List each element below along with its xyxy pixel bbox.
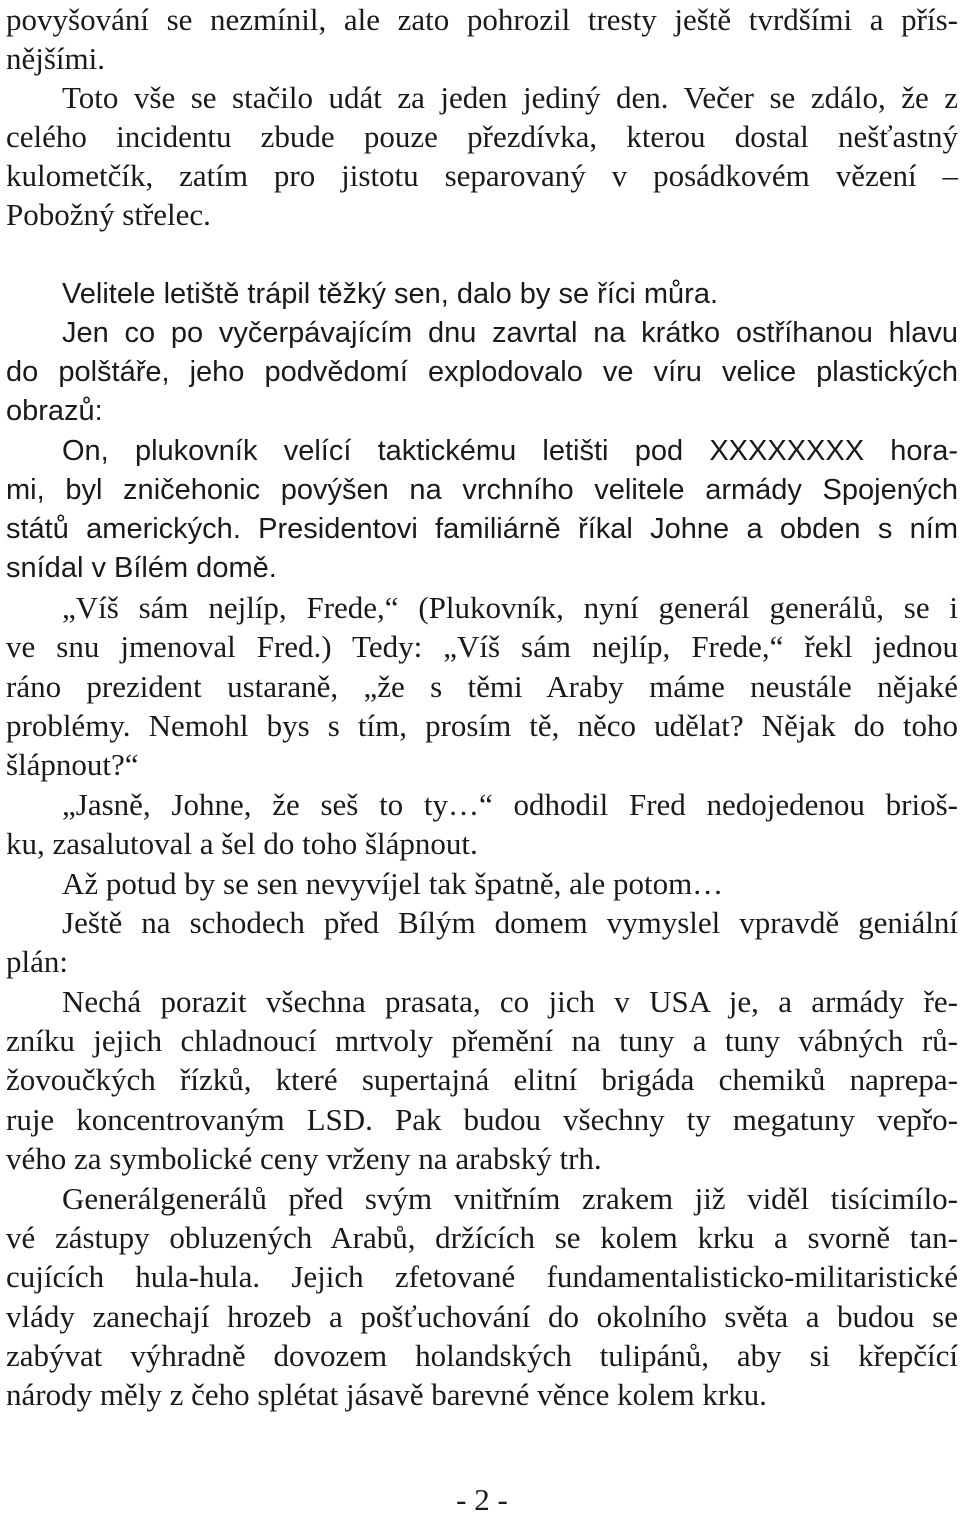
text-line: ruje koncentrovaným LSD. Pak budou všechny ty megatuny vepřo- [6, 1102, 958, 1137]
text-line: obrazů: [6, 395, 103, 427]
text-line: Pobožný střelec. [6, 197, 211, 232]
text-line: celého incidentu zbude pouze přezdívka, kterou dostal nešťastný [6, 119, 958, 154]
text-line: Až potud by se sen nevyvíjel tak špatně, ale potom… [62, 866, 724, 901]
text-line: kulometčík, zatím pro jistotu separovaný v posádkovém vězení – [6, 158, 958, 193]
text-line: cujících hula-hula. Jejich zfetované fundamentalisticko-militaristické [6, 1259, 958, 1294]
text-line: Jen co po vyčerpávajícím dnu zavrtal na krátko ostříhanou hlavu [62, 317, 958, 349]
text-line: národy měly z čeho splétat jásavě barevné věnce kolem krku. [6, 1377, 767, 1412]
text-line: ku, zasalutoval a šel do toho šlápnout. [6, 826, 478, 861]
text-line: zabývat výhradně dovozem holandských tulipánů, aby si křepčící [6, 1338, 958, 1373]
text-line: povyšování se nezmínil, ale zato pohrozil tresty ještě tvrdšími a přís- [6, 2, 958, 37]
text-line: On, plukovník velící taktickému letišti pod XXXXXXXX hora- [62, 435, 958, 467]
text-line: mi, byl zničehonic povýšen na vrchního velitele armády Spojených [6, 474, 958, 506]
text-line: vého za symbolické ceny vrženy na arabský trh. [6, 1141, 602, 1176]
text-line: šlápnout?“ [6, 747, 139, 782]
text-line: zníku jejich chladnoucí mrtvoly přemění na tuny a tuny vábných rů- [6, 1023, 958, 1058]
text-line: žovoučkých řízků, které supertajná elitní brigáda chemiků naprepa- [6, 1062, 958, 1097]
text-line: snídal v Bílém domě. [6, 552, 277, 584]
text-line: vlády zanechají hrozeb a pošťuchování do okolního světa a budou se [6, 1299, 958, 1334]
text-line: vé zástupy obluzených Arabů, držících se kolem krku a svorně tan- [6, 1220, 958, 1255]
text-line: „Jasně, Johne, že seš to ty…“ odhodil Fred nedojedenou brioš- [62, 787, 958, 822]
text-line: ráno prezident ustaraně, „že s těmi Araby máme neustále nějaké [6, 669, 958, 704]
text-line: Toto vše se stačilo udát za jeden jediný den. Večer se zdálo, že z [62, 80, 958, 115]
text-line: „Víš sám nejlíp, Frede,“ (Plukovník, nyní generál generálů, se i [62, 590, 958, 625]
page-number: - 2 - [456, 1482, 508, 1517]
text-line: plán: [6, 944, 68, 979]
text-line: problémy. Nemohl bys s tím, prosím tě, něco udělat? Nějak do toho [6, 708, 958, 743]
text-line: Nechá porazit všechna prasata, co jich v USA je, a armády ře- [62, 984, 958, 1019]
text-line: států amerických. Presidentovi familiárně říkal Johne a obden s ním [6, 513, 958, 545]
text-line: nějšími. [6, 41, 106, 76]
text-line: Ještě na schodech před Bílým domem vymyslel vpravdě geniální [62, 905, 958, 940]
text-line: Velitele letiště trápil těžký sen, dalo by se říci můra. [62, 278, 719, 310]
text-line: Generálgenerálů před svým vnitřním zrakem již viděl tisícimílo- [62, 1181, 958, 1216]
document-page [6, 0, 958, 1517]
text-line: do polštáře, jeho podvědomí explodovalo ve víru velice plastických [6, 356, 958, 388]
text-line: ve snu jmenoval Fred.) Tedy: „Víš sám nejlíp, Frede,“ řekl jednou [6, 629, 958, 664]
